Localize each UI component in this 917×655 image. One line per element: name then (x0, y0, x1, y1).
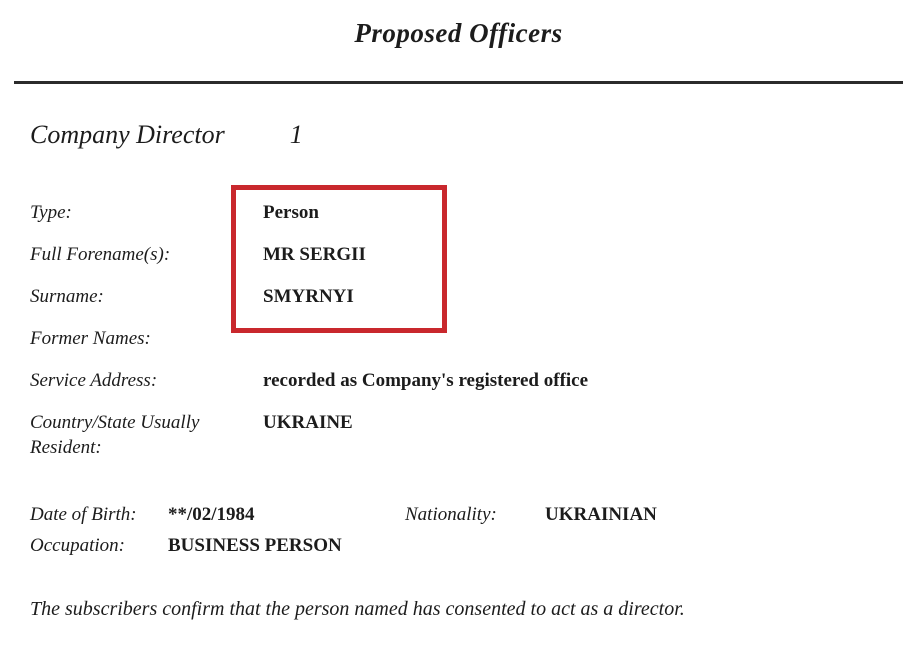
field-value-country-resident: UKRAINE (263, 412, 353, 433)
field-row-forenames (30, 242, 650, 267)
dob-value: **/02/1984 (168, 504, 255, 525)
nationality-value: UKRAINIAN (545, 504, 657, 525)
field-row-type (30, 200, 650, 225)
nationality-label: Nationality: (405, 504, 497, 525)
field-value-forenames: MR SERGII (263, 244, 366, 265)
personal-details (30, 502, 890, 564)
title-divider (14, 81, 903, 84)
field-value-surname: SMYRNYI (263, 286, 354, 307)
page-title: Proposed Officers (354, 18, 563, 48)
field-label-forenames: Full Forename(s): (30, 244, 171, 265)
occupation-value: BUSINESS PERSON (168, 535, 342, 556)
field-row-former-names (30, 326, 650, 351)
field-row-service-address (30, 368, 650, 393)
field-label-country-resident: Country/State Usually Resident: (30, 412, 200, 458)
section-heading (30, 120, 303, 150)
section-number: 1 (289, 120, 303, 149)
occupation-label: Occupation: (30, 535, 125, 556)
field-row-country-resident (30, 410, 650, 460)
field-label-former-names: Former Names: (30, 328, 151, 349)
field-label-surname: Surname: (30, 286, 104, 307)
dob-label: Date of Birth: (30, 504, 137, 525)
subscriber-confirmation-note: The subscribers confirm that the person named has consented to act as a director. (30, 598, 685, 620)
field-label-type: Type: (30, 202, 72, 223)
officer-fields (30, 200, 650, 477)
field-row-surname (30, 284, 650, 309)
field-label-service-address: Service Address: (30, 370, 158, 391)
section-heading-label: Company Director (30, 120, 225, 149)
details-row-occupation (30, 533, 890, 558)
field-value-service-address: recorded as Company's registered office (263, 370, 589, 391)
details-row-dob-nationality (30, 502, 890, 527)
field-value-type: Person (263, 202, 319, 223)
